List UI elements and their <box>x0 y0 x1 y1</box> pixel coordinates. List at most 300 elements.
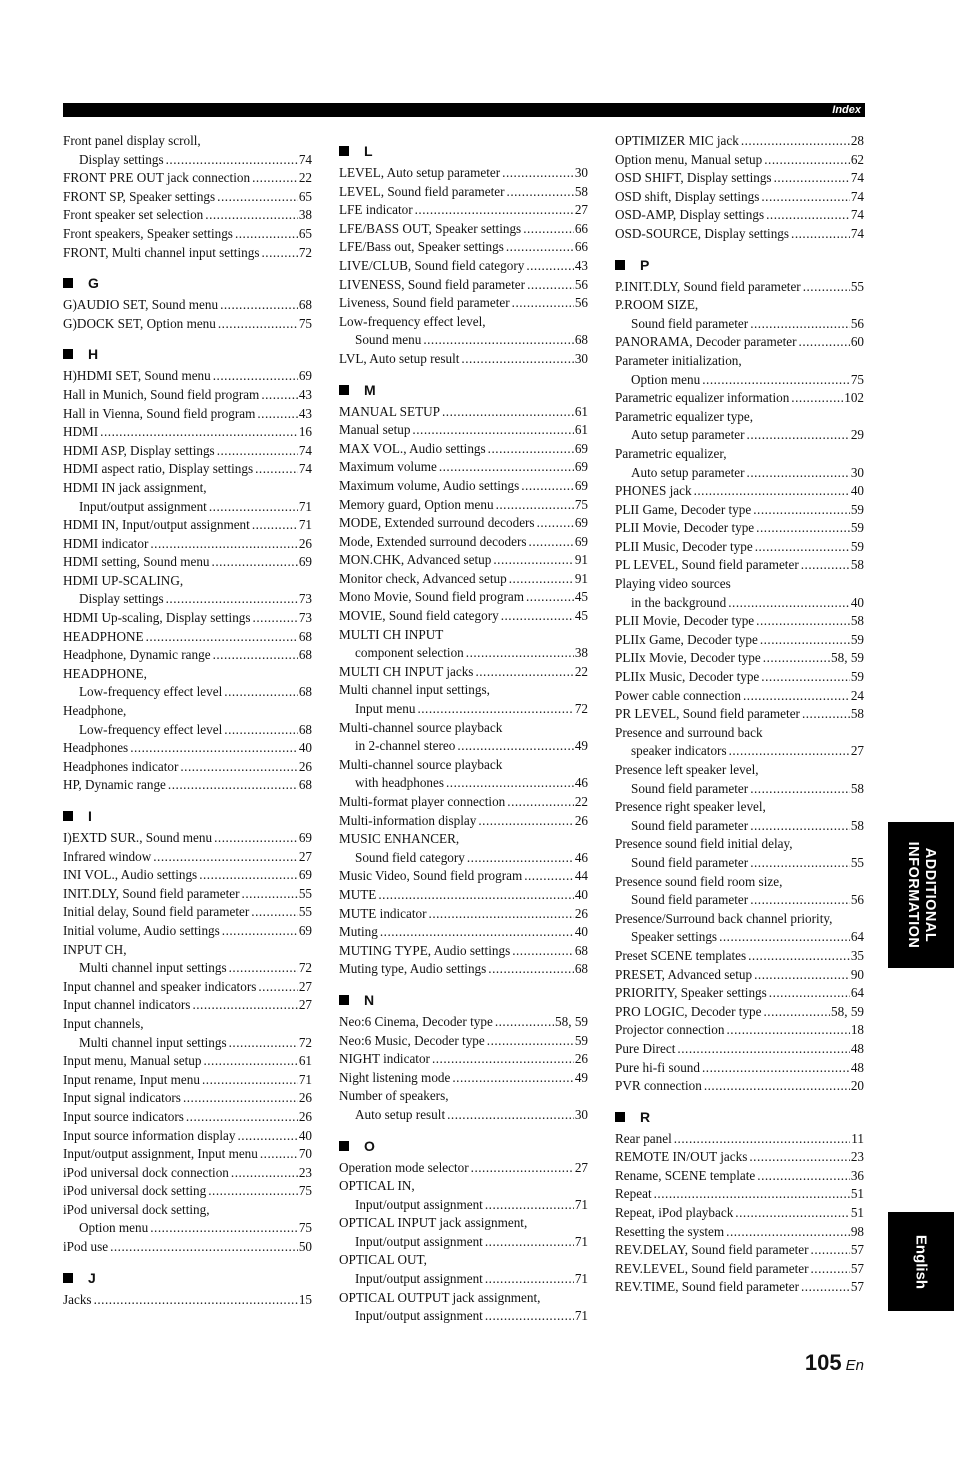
section-letter: G <box>88 275 99 292</box>
dot-leader <box>475 663 573 682</box>
entry-term: Jacks <box>63 1291 92 1307</box>
dot-leader <box>180 758 297 777</box>
dot-leader <box>674 1130 851 1149</box>
entry-term: Front speaker set selection <box>63 207 204 223</box>
index-entry <box>63 423 312 442</box>
section-title: Index <box>832 104 861 116</box>
entry-term: LFE/BASS OUT, Speaker settings <box>339 220 522 236</box>
entry-term: LFE indicator <box>339 202 413 218</box>
entry-term: Presence/Surround back channel priority, <box>615 910 833 926</box>
index-entry <box>339 551 588 570</box>
dot-leader <box>791 389 843 408</box>
dot-leader <box>447 1106 574 1125</box>
entry-term: Input menu <box>355 701 416 717</box>
section-heading <box>63 272 312 294</box>
square-bullet-icon <box>339 146 349 156</box>
index-entry <box>615 1167 864 1186</box>
entry-page: 69 <box>298 922 312 938</box>
index-entry <box>615 1260 864 1279</box>
entry-page: 61 <box>574 422 588 438</box>
index-entry <box>339 183 588 202</box>
index-entry <box>63 996 312 1015</box>
index-entry <box>339 663 588 682</box>
index-entry <box>339 1307 588 1326</box>
index-entry <box>615 278 864 297</box>
entry-page: 69 <box>298 867 312 883</box>
index-entry <box>615 798 864 817</box>
dot-leader <box>235 225 298 244</box>
entry-term: Sound menu <box>355 332 422 348</box>
entry-term: G)DOCK SET, Option menu <box>63 315 216 331</box>
entry-term: PRO LOGIC, Decoder type <box>615 1003 762 1019</box>
index-entry <box>63 941 312 960</box>
entry-term: Rename, SCENE template <box>615 1167 756 1183</box>
index-entry <box>615 132 864 151</box>
entry-page: 46 <box>574 775 588 791</box>
dot-leader <box>750 817 850 836</box>
entry-term: Repeat <box>615 1186 652 1202</box>
index-entry <box>339 607 588 626</box>
entry-term: MUTE indicator <box>339 905 427 921</box>
dot-leader <box>750 891 850 910</box>
index-entry <box>63 460 312 479</box>
dot-leader <box>485 1307 574 1326</box>
square-bullet-icon <box>615 1112 625 1122</box>
entry-page: 30 <box>574 1106 588 1122</box>
dot-leader <box>457 737 573 756</box>
dot-leader <box>412 421 573 440</box>
index-entry <box>615 519 864 538</box>
dot-leader <box>485 1233 574 1252</box>
entry-page: 71 <box>574 1271 588 1287</box>
entry-page: 91 <box>574 570 588 586</box>
index-entry <box>63 1127 312 1146</box>
entry-page: 58 <box>850 817 864 833</box>
index-entry <box>615 1130 864 1149</box>
entry-page: 61 <box>298 1053 312 1069</box>
entry-page: 74 <box>298 151 312 167</box>
dot-leader <box>677 1040 849 1059</box>
entry-term: Infrared window <box>63 848 152 864</box>
entry-page: 64 <box>850 985 864 1001</box>
index-entry <box>615 761 864 780</box>
entry-term: G)AUDIO SET, Sound menu <box>63 297 219 313</box>
entry-page: 66 <box>574 239 588 255</box>
index-entry <box>63 132 312 151</box>
index-entry <box>339 1159 588 1178</box>
entry-term: OSD shift, Display settings <box>615 188 760 204</box>
entry-page: 48 <box>850 1040 864 1056</box>
dot-leader <box>478 812 573 831</box>
entry-term: HDMI setting, Sound menu <box>63 554 210 570</box>
entry-term: HEADPHONE <box>63 628 144 644</box>
square-bullet-icon <box>615 260 625 270</box>
entry-page: 73 <box>298 591 312 607</box>
index-entry <box>615 445 864 464</box>
entry-page: 75 <box>298 1183 312 1199</box>
entry-term: Multi channel input settings, <box>339 682 490 698</box>
dot-leader <box>253 609 298 628</box>
index-entry <box>339 164 588 183</box>
dot-leader <box>719 928 850 947</box>
dot-leader <box>224 721 298 740</box>
entry-term: INIT.DLY, Sound field parameter <box>63 885 240 901</box>
index-entry <box>63 479 312 498</box>
index-section <box>339 1135 588 1326</box>
entry-term: component selection <box>355 645 464 661</box>
entry-term: with headphones <box>355 775 444 791</box>
entry-term: Input source indicators <box>63 1108 184 1124</box>
dot-leader <box>488 440 574 459</box>
dot-leader <box>417 700 573 719</box>
index-entry <box>63 978 312 997</box>
dot-leader <box>218 315 298 334</box>
index-entry <box>615 594 864 613</box>
square-bullet-icon <box>63 1273 73 1283</box>
dot-leader <box>208 1182 298 1201</box>
index-entry <box>615 538 864 557</box>
index-entry <box>615 482 864 501</box>
dot-leader <box>493 551 573 570</box>
entry-term: PRIORITY, Speaker settings <box>615 985 767 1001</box>
square-bullet-icon <box>339 1141 349 1151</box>
dot-leader <box>524 867 574 886</box>
entry-page: 74 <box>850 225 864 241</box>
entry-page: 60 <box>850 334 864 350</box>
index-entry <box>339 570 588 589</box>
index-entry <box>615 296 864 315</box>
entry-term: Initial volume, Audio settings <box>63 922 220 938</box>
index-section <box>63 343 312 795</box>
index-entry <box>63 1164 312 1183</box>
entry-term: Power cable connection <box>615 687 741 703</box>
entry-term: PVR connection <box>615 1078 702 1094</box>
dot-leader <box>166 151 298 170</box>
entry-page: 26 <box>298 1108 312 1124</box>
index-entry <box>615 1021 864 1040</box>
dot-leader <box>749 1148 849 1167</box>
entry-page: 59 <box>850 520 864 536</box>
dot-leader <box>251 903 298 922</box>
entry-term: FRONT PRE OUT jack connection <box>63 170 251 186</box>
index-entry <box>63 1145 312 1164</box>
entry-term: Input/output assignment <box>79 498 207 514</box>
entry-term: Parameter initialization, <box>615 352 742 368</box>
entry-page: 72 <box>298 244 312 260</box>
index-entry <box>339 294 588 313</box>
index-entry <box>63 225 312 244</box>
index-entry <box>63 244 312 263</box>
index-section <box>615 1106 864 1297</box>
index-column-2 <box>339 132 588 1326</box>
section-letter: O <box>364 1137 375 1154</box>
index-entry <box>339 812 588 831</box>
dot-leader <box>183 1089 298 1108</box>
index-entry <box>615 501 864 520</box>
entry-term: Hall in Munich, Sound field program <box>63 386 260 402</box>
entry-term: PLII Game, Decoder type <box>615 501 752 517</box>
dot-leader <box>217 188 298 207</box>
entry-page: 58 <box>850 613 864 629</box>
dot-leader <box>461 350 573 369</box>
index-section <box>63 272 312 333</box>
entry-term: iPod universal dock connection <box>63 1164 229 1180</box>
index-entry <box>339 960 588 979</box>
entry-page: 29 <box>850 427 864 443</box>
index-entry <box>63 553 312 572</box>
square-bullet-icon <box>63 811 73 821</box>
entry-page: 68 <box>298 684 312 700</box>
entry-term: HDMI IN, Input/output assignment <box>63 517 250 533</box>
index-entry <box>339 403 588 422</box>
index-entry <box>63 628 312 647</box>
index-entry <box>615 169 864 188</box>
entry-page: 56 <box>574 276 588 292</box>
dot-leader <box>743 687 850 706</box>
entry-page: 15 <box>298 1291 312 1307</box>
entry-page: 98 <box>850 1223 864 1239</box>
entry-term: Option menu <box>631 371 701 387</box>
entry-page: 75 <box>298 1220 312 1236</box>
index-section <box>339 379 588 979</box>
entry-page: 55 <box>298 904 312 920</box>
entry-term: Headphones <box>63 740 129 756</box>
index-entry <box>339 588 588 607</box>
entry-term: HDMI <box>63 424 99 440</box>
entry-term: Input/output assignment <box>355 1233 483 1249</box>
entry-term: MANUAL SETUP <box>339 403 440 419</box>
index-entry <box>339 793 588 812</box>
index-entry <box>339 440 588 459</box>
entry-page: 55 <box>850 278 864 294</box>
dot-leader <box>704 1077 850 1096</box>
page-language: En <box>845 1357 864 1374</box>
section-heading <box>63 343 312 365</box>
entry-page: 58 <box>850 780 864 796</box>
index-entry <box>339 1214 588 1233</box>
entry-term: Neo:6 Cinema, Decoder type <box>339 1013 493 1029</box>
entry-term: iPod universal dock setting, <box>63 1201 210 1217</box>
entry-term: MON.CHK, Advanced setup <box>339 552 492 568</box>
entry-term: Memory guard, Option menu <box>339 496 494 512</box>
index-column-3 <box>615 132 864 1297</box>
entry-term: PLII Music, Decoder type <box>615 538 753 554</box>
entry-term: iPod use <box>63 1239 109 1255</box>
entry-page: 74 <box>850 207 864 223</box>
index-entry <box>339 700 588 719</box>
entry-term: Muting type, Audio settings <box>339 961 487 977</box>
index-entry <box>63 776 312 795</box>
index-entry <box>615 1278 864 1297</box>
section-heading <box>63 805 312 827</box>
entry-page: 71 <box>574 1196 588 1212</box>
entry-page: 26 <box>298 535 312 551</box>
section-letter: H <box>88 346 99 363</box>
index-entry <box>339 905 588 924</box>
index-entry <box>63 1238 312 1257</box>
entry-term: Monitor check, Advanced setup <box>339 570 507 586</box>
entry-page: 43 <box>574 257 588 273</box>
entry-page: 45 <box>574 608 588 624</box>
entry-page: 40 <box>574 886 588 902</box>
dot-leader <box>442 403 574 422</box>
entry-page: 68 <box>298 647 312 663</box>
entry-page: 30 <box>850 464 864 480</box>
entry-page: 45 <box>574 589 588 605</box>
entry-page: 57 <box>850 1260 864 1276</box>
dot-leader <box>702 1059 850 1078</box>
index-entry <box>615 873 864 892</box>
entry-page: 69 <box>574 459 588 475</box>
entry-page: 27 <box>298 997 312 1013</box>
entry-term: HDMI Up-scaling, Display settings <box>63 610 251 626</box>
side-tab-line: ADDITIONAL <box>922 847 938 943</box>
entry-term: Display settings <box>79 151 164 167</box>
entry-page: 56 <box>850 315 864 331</box>
index-entry <box>339 1032 588 1051</box>
dot-leader <box>213 646 298 665</box>
index-entry <box>63 866 312 885</box>
entry-page: 102 <box>844 390 864 406</box>
entry-term: Resetting the system <box>615 1223 725 1239</box>
index-entry <box>63 1182 312 1201</box>
index-entry <box>63 829 312 848</box>
entry-page: 48 <box>850 1059 864 1075</box>
index-entry <box>63 646 312 665</box>
index-entry <box>339 496 588 515</box>
dot-leader <box>213 367 298 386</box>
dot-leader <box>94 1291 298 1310</box>
index-entry <box>339 238 588 257</box>
entry-term: LFE/Bass out, Speaker settings <box>339 239 504 255</box>
entry-term: Presence right speaker level, <box>615 799 766 815</box>
dot-leader <box>100 423 298 442</box>
entry-term: PRESET, Advanced setup <box>615 966 753 982</box>
entry-page: 20 <box>850 1078 864 1094</box>
entry-page: 69 <box>574 477 588 493</box>
index-entry <box>63 1201 312 1220</box>
index-entry <box>615 1077 864 1096</box>
dot-leader <box>756 519 850 538</box>
entry-term: Night listening mode <box>339 1069 451 1085</box>
index-entry <box>615 1059 864 1078</box>
section-heading <box>615 254 864 276</box>
entry-page: 62 <box>850 151 864 167</box>
index-entry <box>339 886 588 905</box>
index-entry <box>339 350 588 369</box>
entry-page: 43 <box>298 386 312 402</box>
entry-page: 35 <box>850 947 864 963</box>
entry-term: Sound field parameter <box>631 315 749 331</box>
entry-term: Low-frequency effect level <box>79 721 223 737</box>
entry-term: Muting <box>339 924 378 940</box>
entry-term: Low-frequency effect level <box>79 684 223 700</box>
entry-term: REV.LEVEL, Sound field parameter <box>615 1260 809 1276</box>
dot-leader <box>423 331 574 350</box>
index-entry <box>615 426 864 445</box>
entry-term: OPTICAL OUTPUT jack assignment, <box>339 1289 541 1305</box>
entry-term: Multi channel input settings <box>79 1034 227 1050</box>
entry-page: 58, 59 <box>831 1003 864 1019</box>
entry-term: Input channels, <box>63 1015 144 1031</box>
index-entry <box>615 188 864 207</box>
entry-term: MULTI CH INPUT <box>339 626 444 642</box>
entry-term: REMOTE IN/OUT jacks <box>615 1149 748 1165</box>
entry-page: 56 <box>574 295 588 311</box>
index-entry <box>63 1089 312 1108</box>
entry-term: Multi-channel source playback <box>339 756 503 772</box>
entry-page: 64 <box>850 929 864 945</box>
entry-term: OSD-AMP, Display settings <box>615 207 765 223</box>
index-entry <box>615 1185 864 1204</box>
dot-leader <box>512 942 574 961</box>
dot-leader <box>130 739 298 758</box>
dot-leader <box>209 498 298 517</box>
index-entry <box>63 498 312 517</box>
dot-leader <box>755 538 850 557</box>
section-letter: I <box>88 808 92 824</box>
entry-page: 24 <box>850 687 864 703</box>
dot-leader <box>466 644 574 663</box>
side-tab-label: English <box>912 1234 930 1289</box>
dot-leader <box>212 553 298 572</box>
entry-page: 74 <box>850 170 864 186</box>
dot-leader <box>774 169 850 188</box>
entry-page: 68 <box>574 942 588 958</box>
index-entry <box>339 276 588 295</box>
entry-page: 22 <box>574 794 588 809</box>
entry-term: Multi-information display <box>339 812 477 828</box>
entry-term: Front speakers, Speaker settings <box>63 225 233 241</box>
index-entry <box>339 756 588 775</box>
index-entry <box>339 1050 588 1069</box>
entry-term: OSD-SOURCE, Display settings <box>615 225 790 241</box>
entry-term: HP, Dynamic range <box>63 777 166 793</box>
index-entry <box>615 668 864 687</box>
entry-term: Option menu <box>79 1220 149 1236</box>
entry-page: 66 <box>574 220 588 236</box>
index-entry <box>63 516 312 535</box>
entry-term: PL LEVEL, Sound field parameter <box>615 557 799 573</box>
dot-leader <box>726 1223 850 1242</box>
entry-page: 55 <box>298 885 312 901</box>
index-entry <box>339 644 588 663</box>
entry-page: 74 <box>850 188 864 204</box>
entry-page: 75 <box>298 315 312 331</box>
dot-leader <box>761 668 850 687</box>
dot-leader <box>803 278 850 297</box>
entry-term: HEADPHONE, <box>63 665 147 681</box>
entry-page: 27 <box>298 848 312 864</box>
dot-leader <box>487 1032 574 1051</box>
index-entry <box>615 1204 864 1223</box>
entry-term: iPod universal dock setting <box>63 1183 207 1199</box>
entry-page: 71 <box>574 1233 588 1249</box>
entry-page: 61 <box>574 403 588 419</box>
dot-leader <box>471 1159 574 1178</box>
dot-leader <box>654 1185 850 1204</box>
index-section <box>615 132 864 244</box>
entry-term: MUTING TYPE, Audio settings <box>339 942 511 958</box>
index-entry <box>615 464 864 483</box>
index-entry <box>615 854 864 873</box>
dot-leader <box>257 405 297 424</box>
dot-leader <box>150 1219 298 1238</box>
entry-page: 68 <box>298 628 312 644</box>
entry-term: HDMI indicator <box>63 535 149 551</box>
index-entry <box>63 296 312 315</box>
entry-term: LIVENESS, Sound field parameter <box>339 276 526 292</box>
